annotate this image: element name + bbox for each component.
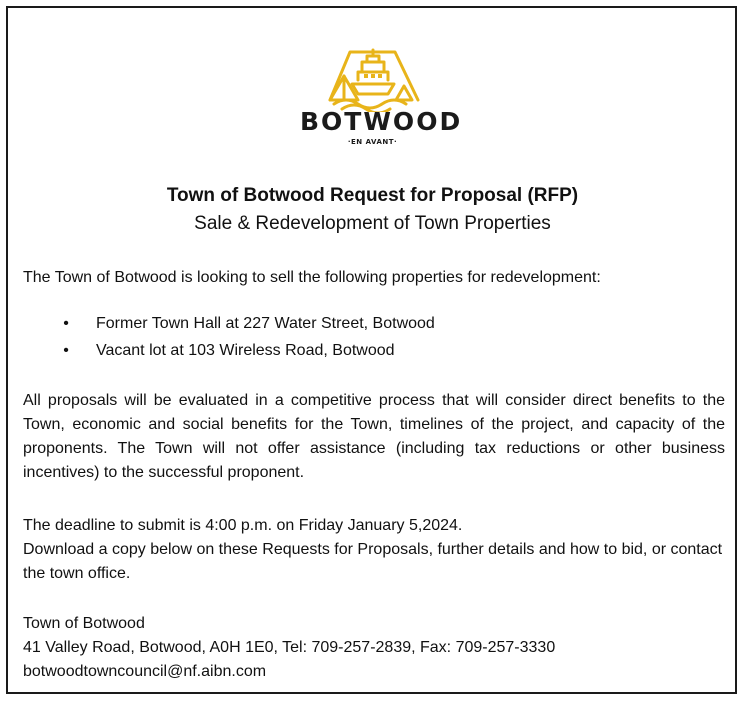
bullet-icon: • <box>63 315 69 332</box>
contact-address: 41 Valley Road, Botwood, A0H 1E0, Tel: 709-257-2839, Fax: 709-257-3330 <box>23 639 556 656</box>
property-text: Former Town Hall at 227 Water Street, Botwood <box>96 315 435 332</box>
deadline-text: The deadline to submit is 4:00 p.m. on Friday January 5,2024. <box>23 517 463 534</box>
deadline-block <box>23 514 725 586</box>
bullet-icon: • <box>63 342 69 359</box>
contact-block <box>23 612 725 684</box>
rfp-subtitle: Sale & Redevelopment of Town Properties <box>194 213 551 234</box>
logo-wordmark: BOTWOOD <box>300 107 463 136</box>
download-text: Download a copy below on these Requests for Proposals, further details and how to bid, or contact the town office. <box>23 541 723 582</box>
intro-paragraph: The Town of Botwood is looking to sell the following properties for redevelopment: <box>23 269 601 286</box>
logo-tagline: ·EN AVANT· <box>347 138 398 146</box>
list-item <box>23 310 435 337</box>
property-list <box>23 310 435 364</box>
rfp-title: Town of Botwood Request for Proposal (RFP) <box>166 185 579 206</box>
ship-emblem-icon <box>300 40 445 112</box>
evaluation-paragraph: All proposals will be evaluated in a competitive process that will consider direct benefits to the Town, economic and social benefits for the Town, timelines of the project, and capacity of the proponents. The Town will not offer assistance (including tax reductions or other business incentives) to the successful proponent. <box>23 392 725 481</box>
contact-name: Town of Botwood <box>23 615 145 632</box>
list-item <box>23 337 435 364</box>
property-text: Vacant lot at 103 Wireless Road, Botwood <box>96 342 395 359</box>
contact-email: botwoodtowncouncil@nf.aibn.com <box>23 663 267 680</box>
botwood-logo <box>300 40 463 152</box>
